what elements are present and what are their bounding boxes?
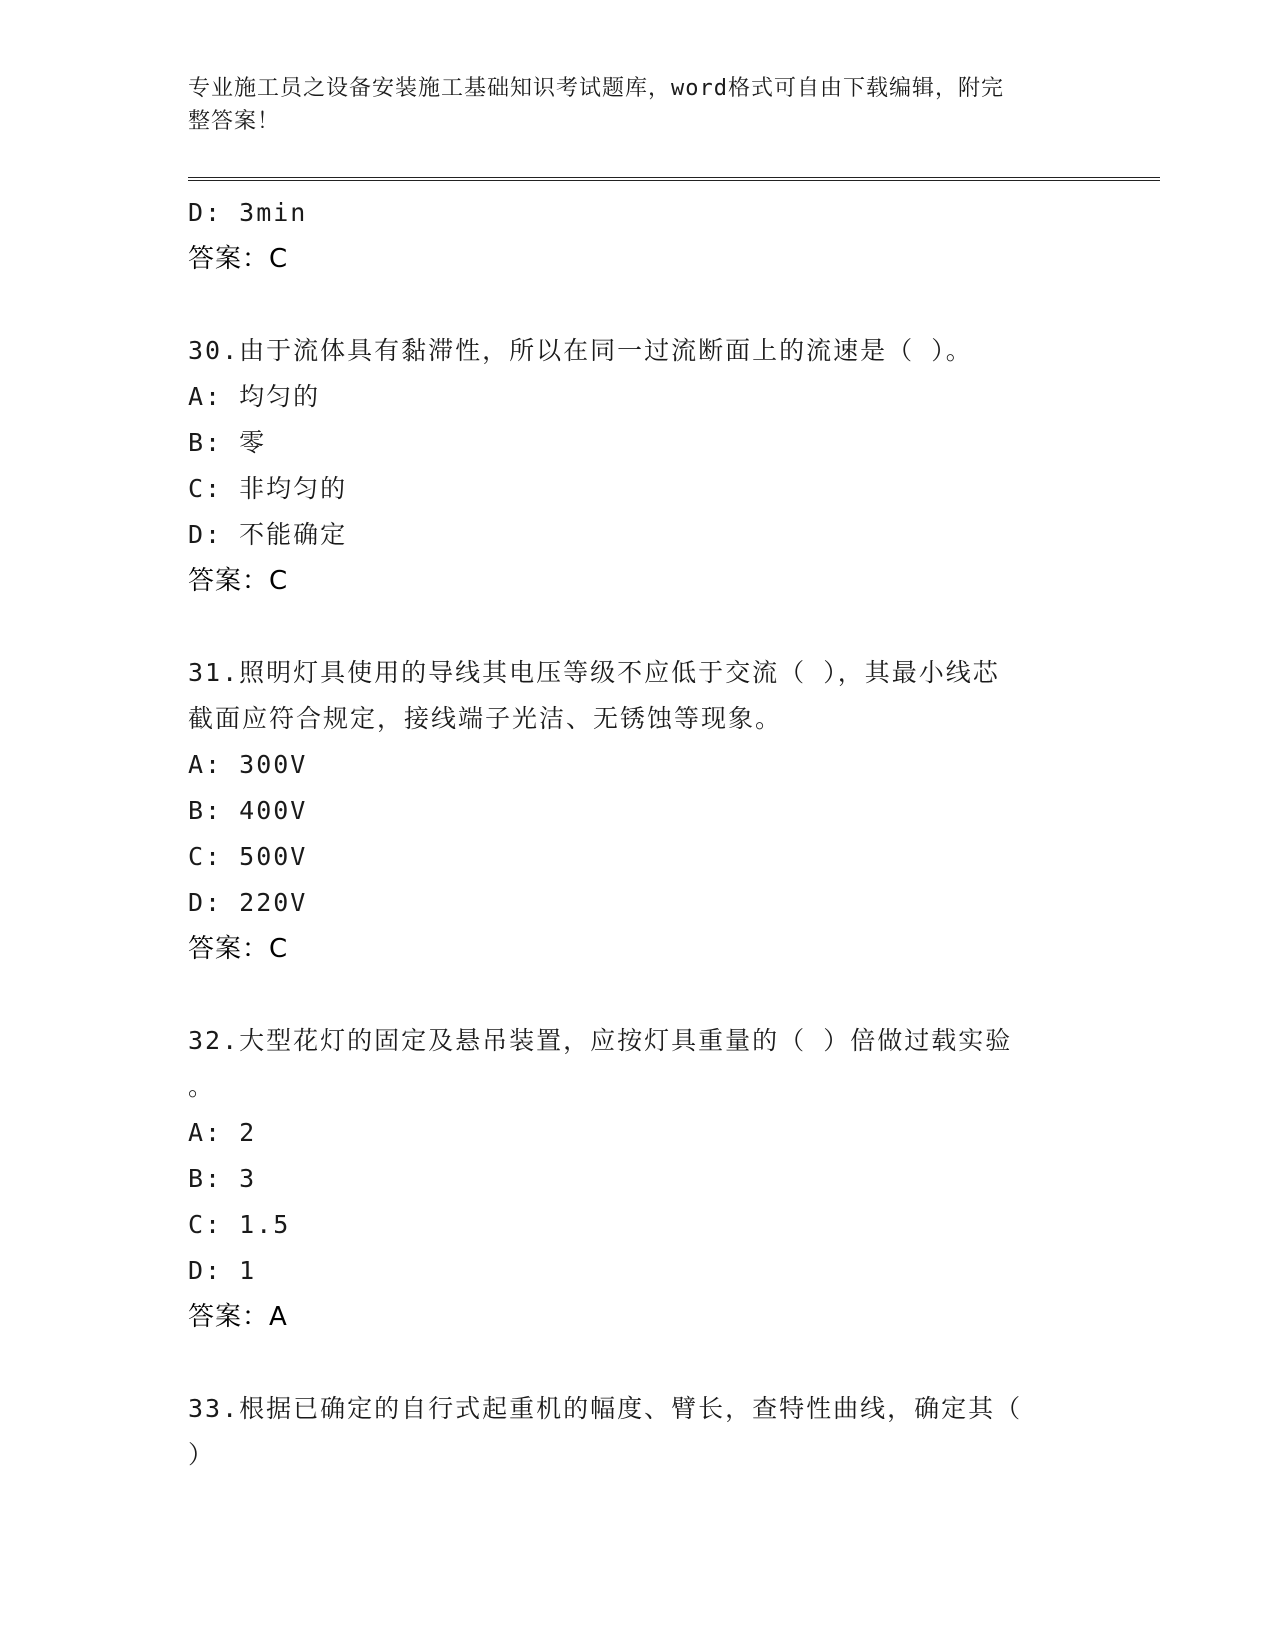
option-c: C: 1.5 [188, 1210, 291, 1239]
document-body [188, 190, 1088, 1478]
answer-label: 答案：C [188, 934, 289, 964]
answer-label: 答案：C [188, 244, 289, 274]
option-d: D: 1 [188, 1256, 257, 1285]
question-stem: 30.由于流体具有黏滞性，所以在同一过流断面上的流速是（ ）。 [188, 336, 973, 365]
option-c: C: 500V [188, 842, 308, 871]
page-header [188, 72, 1068, 138]
question-stem: 31.照明灯具使用的导线其电压等级不应低于交流（ ），其最小线芯 [188, 658, 1000, 687]
answer-label: 答案：A [188, 1302, 288, 1332]
answer-label: 答案：C [188, 566, 289, 596]
spacer [188, 282, 1088, 328]
option-d: D: 不能确定 [188, 520, 348, 549]
option-c: C: 非均匀的 [188, 474, 348, 503]
option-a: A: 均匀的 [188, 382, 321, 411]
option-b: B: 400V [188, 796, 308, 825]
question-33 [188, 1386, 1088, 1478]
spacer [188, 1340, 1088, 1386]
spacer [188, 604, 1088, 650]
question-stem-continued: ） [188, 1440, 216, 1469]
option-d: D: 3min [188, 198, 308, 227]
spacer [188, 972, 1088, 1018]
question-stem: 32.大型花灯的固定及悬吊装置，应按灯具重量的（ ）倍做过载实验 [188, 1026, 1013, 1055]
option-d: D: 220V [188, 888, 308, 917]
question-stem-continued: 。 [188, 1072, 216, 1101]
question-30 [188, 328, 1088, 604]
question-stem-continued: 截面应符合规定，接线端子光洁、无锈蚀等现象。 [188, 704, 783, 733]
question-31 [188, 650, 1088, 972]
header-line-1: 专业施工员之设备安装施工基础知识考试题库，word格式可自由下载编辑，附完 [188, 76, 1004, 101]
question-32 [188, 1018, 1088, 1340]
header-line-2: 整答案！ [188, 109, 281, 134]
option-a: A: 2 [188, 1118, 257, 1147]
question-stem: 33.根据已确定的自行式起重机的幅度、臂长，查特性曲线，确定其（ [188, 1394, 1023, 1423]
header-divider [188, 177, 1160, 181]
option-a: A: 300V [188, 750, 308, 779]
option-b: B: 3 [188, 1164, 257, 1193]
option-b: B: 零 [188, 428, 267, 457]
